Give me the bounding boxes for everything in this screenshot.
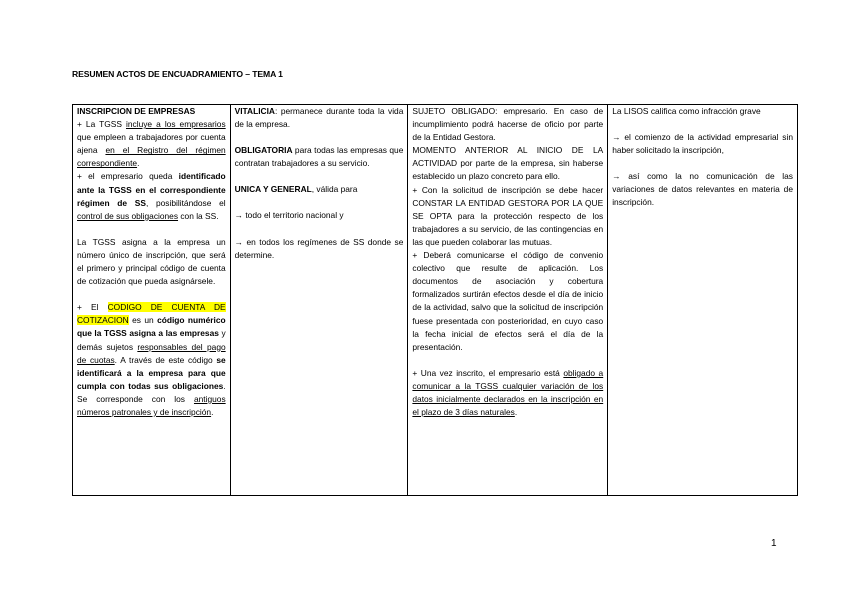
text: se identificará a la empresa para que cumpla con todas sus obligaciones [77, 354, 226, 391]
paragraph: → así como la no comunicación de las variaciones de datos relevantes en materia de inscripción. [612, 171, 793, 208]
text: UNICA Y GENERAL [234, 184, 312, 195]
text: identificado ante la TGSS en el correspondiente régimen de SS [77, 171, 226, 208]
table-row [73, 105, 798, 496]
text: es un [128, 315, 158, 326]
spacer [235, 196, 404, 209]
spacer [235, 131, 404, 144]
spacer [612, 118, 793, 131]
text: obligado a comunicar a la TGSS cualquier variación de los datos inicialmente declarados en la inscripción en el plazo de 3 días naturales [412, 367, 604, 418]
paragraph: → en todos los regímenes de SS donde se determine. [234, 236, 404, 260]
text: + el empresario queda [77, 171, 179, 182]
text: . [137, 158, 140, 169]
text: que empleen a trabajadores por cuenta ajena [77, 132, 226, 156]
text: incluye a los empresarios [126, 119, 226, 130]
text: con la SS. [178, 210, 219, 221]
cell-heading: INSCRIPCION DE EMPRESAS [77, 106, 196, 116]
text: antiguos números patronales y de inscripción [77, 393, 226, 417]
spacer [77, 288, 226, 301]
text: código numérico que la TGSS asigna a las empresas [77, 315, 226, 339]
summary-table [72, 104, 798, 496]
cell-sujeto-obligado [408, 105, 608, 496]
text: , válida para [311, 184, 358, 195]
text: responsables del pago de cuotas [77, 341, 226, 365]
text: . [514, 407, 518, 418]
page-number: 1 [771, 538, 777, 549]
text: + La TGSS [77, 119, 126, 130]
text: + Una vez inscrito, el empresario está [412, 367, 564, 378]
text: . [211, 406, 214, 417]
spacer [235, 170, 404, 183]
text: y demás sujetos [77, 328, 226, 352]
text: . A través de este código [114, 354, 217, 365]
text: en el Registro del régimen correspondiente [77, 145, 226, 169]
text: para todas las empresas que contratan trabajadores a su servicio. [234, 145, 404, 169]
paragraph [412, 367, 603, 419]
paragraph: La TGSS asigna a la empresa un número único de inscripción, que será el primero y principal código de cuenta de cotización que pueda asignársele. [77, 236, 226, 287]
text: . Se corresponde con los [77, 380, 226, 404]
paragraph: + Con la solicitud de inscripción se debe hacer CONSTAR LA ENTIDAD GESTORA POR LA QUE SE OPTA para la protección respecto de los trabajadores a su servicio, de las contingencias en las que pueden colaborar las mutuas. [412, 184, 604, 247]
paragraph [235, 105, 404, 131]
text: + El [77, 302, 108, 313]
paragraph: MOMENTO ANTERIOR AL INICIO DE LA ACTIVIDAD por parte de la empresa, sin haberse establecido un plazo concreto para ello. [412, 145, 604, 182]
cell-infracciones [608, 105, 798, 496]
highlighted-text: CODIGO DE CUENTA DE COTIZACION [77, 302, 226, 326]
paragraph: SUJETO OBLIGADO: empresario. En caso de incumplimiento podrá hacerse de oficio por parte de la Entidad Gestora. [412, 106, 604, 143]
paragraph [235, 144, 404, 170]
text: : permanece durante toda la vida de la empresa. [234, 106, 404, 130]
paragraph [77, 170, 226, 222]
paragraph: + Deberá comunicarse el código de convenio colectivo que resulte de aplicación. Los documentos de asociación y cobertura formalizados surtirán efectos desde el día de inicio de la actividad, salvo que la solicitud de inscripción fuese presentada con posterioridad, en cuyo caso la fecha inicial de efectos será el día de la presentación. [412, 250, 604, 352]
text: , posibilitándose el [145, 197, 226, 208]
cell-inscripcion-empresas [73, 105, 231, 496]
text: OBLIGATORIA [234, 145, 293, 156]
text: control de sus obligaciones [77, 210, 179, 221]
paragraph [235, 183, 404, 196]
cell-caracteristicas [230, 105, 408, 496]
paragraph: → todo el territorio nacional y [234, 210, 344, 221]
paragraph: La LISOS califica como infracción grave [612, 106, 761, 116]
paragraph: → el comienzo de la actividad empresarial sin haber solicitado la inscripción, [612, 132, 793, 156]
text: VITALICIA [234, 106, 275, 116]
paragraph [77, 301, 226, 419]
page-title: RESUMEN ACTOS DE ENCUADRAMIENTO – TEMA 1 [72, 69, 283, 79]
paragraph [77, 118, 226, 170]
spacer [235, 223, 404, 236]
spacer [77, 223, 226, 236]
spacer [412, 354, 603, 367]
spacer [612, 157, 793, 170]
